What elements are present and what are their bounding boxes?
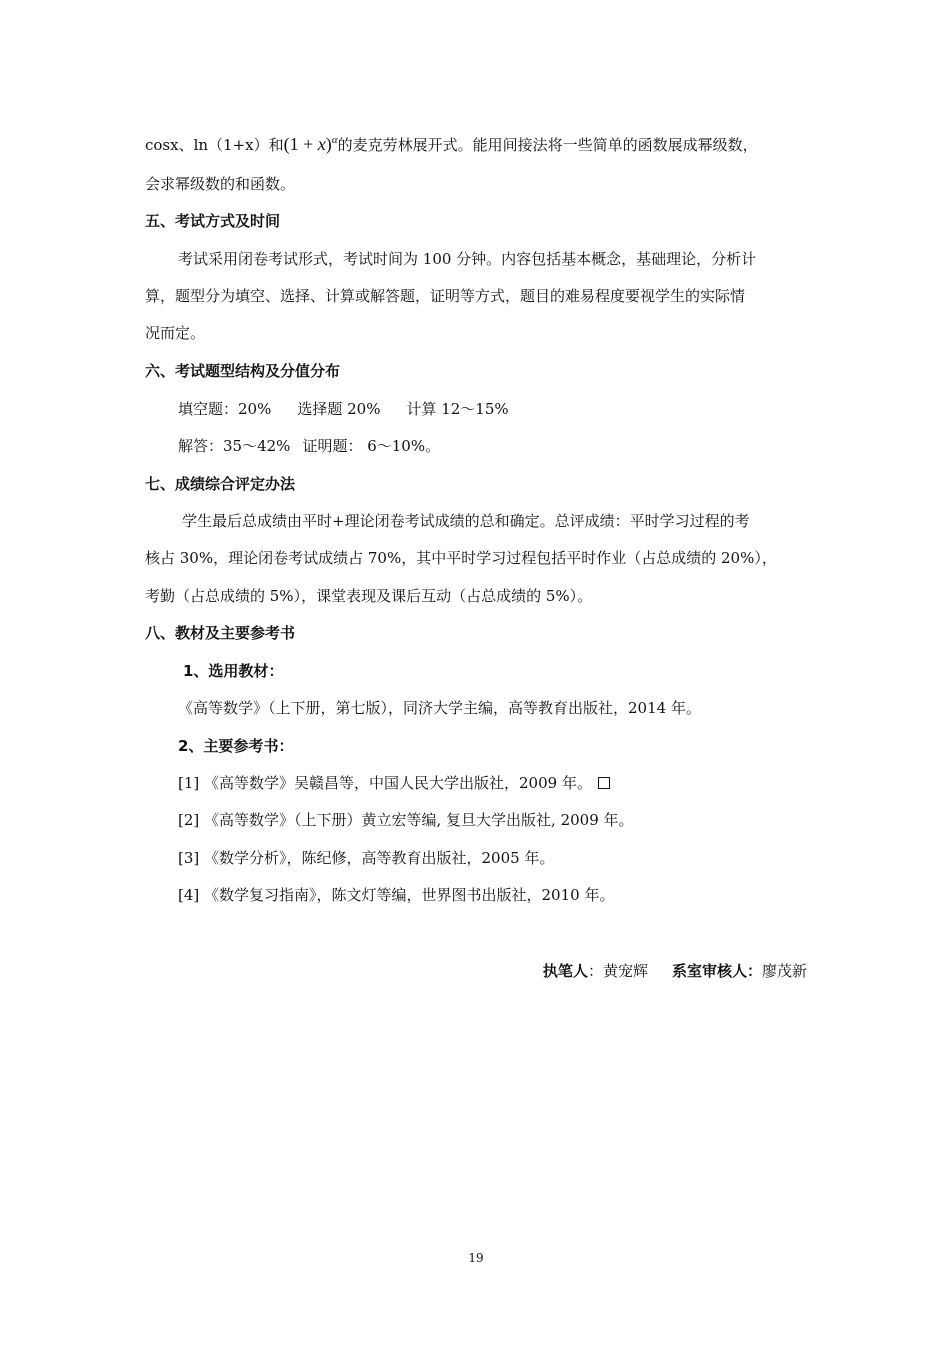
section6-heading: 六、考试题型结构及分值分布 bbox=[145, 362, 341, 380]
author-name: 黄宠辉 bbox=[602, 962, 648, 980]
page-number: 19 bbox=[468, 1251, 484, 1265]
formula-base: (1 + bbox=[283, 134, 318, 154]
formula-close: ) bbox=[325, 134, 332, 154]
reference-item-4: [4] 《数学复习指南》，陈文灯等编，世界图书出版社，2010 年。 bbox=[178, 886, 615, 904]
score-row-2 bbox=[178, 436, 440, 456]
section8-heading: 八、教材及主要参考书 bbox=[145, 624, 296, 642]
references-subheading: 2、主要参考书： bbox=[178, 737, 294, 755]
section5-heading: 五、考试方式及时间 bbox=[145, 212, 281, 230]
multiple-choice-share: 选择题 20% bbox=[297, 400, 381, 418]
section5-para-line-1: 考试采用闭卷考试形式，考试时间为 100 分钟。内容包括基本概念，基础理论，分析计 bbox=[178, 250, 757, 268]
formula-variable: x bbox=[317, 134, 326, 154]
section5-para-line-2: 算，题型分为填空、选择、计算或解答题，证明等方式，题目的难易程度要视学生的实际情 bbox=[145, 287, 746, 305]
maclaurin-line bbox=[145, 130, 758, 155]
binomial-formula bbox=[284, 134, 338, 154]
signature-line bbox=[543, 961, 807, 981]
reference-item-2: [2] 《高等数学》（上下册）黄立宏等编, 复旦大学出版社, 2009 年。 bbox=[178, 811, 634, 829]
maclaurin-suffix: 的麦克劳林展开式。能用间接法将一些简单的函数展成幂级数， bbox=[337, 136, 758, 154]
checkbox-square-icon bbox=[598, 777, 610, 789]
maclaurin-prefix: cosx、ln（1+x）和 bbox=[145, 136, 284, 154]
section7-heading: 七、成绩综合评定办法 bbox=[145, 475, 296, 493]
body-line-2: 会求幂级数的和函数。 bbox=[145, 175, 296, 193]
reference-text-1: [1] 《高等数学》吴赣昌等，中国人民大学出版社，2009 年。 bbox=[178, 774, 592, 792]
reviewer-label: 系室审核人： bbox=[671, 962, 762, 980]
section5-para-line-3: 况而定。 bbox=[145, 324, 206, 342]
section7-para-line-1: 学生最后总成绩由平时+理论闭卷考试成绩的总和确定。总评成绩：平时学习过程的考 bbox=[182, 512, 750, 530]
section7-para-line-2: 核占 30%，理论闭卷考试成绩占 70%，其中平时学习过程包括平时作业（占总成绩的 20%）， bbox=[145, 549, 777, 567]
textbook-subheading: 1、选用教材： bbox=[183, 662, 284, 680]
calculation-share: 计算 12～15% bbox=[406, 400, 509, 418]
proof-share: 证明题： 6～10%。 bbox=[302, 437, 441, 455]
reference-item-3: [3] 《数学分析》，陈纪修，高等教育出版社，2005 年。 bbox=[178, 849, 555, 867]
score-row-1 bbox=[178, 399, 509, 419]
fill-blank-share: 填空题：20% bbox=[178, 400, 272, 418]
textbook-entry: 《高等数学》（上下册，第七版），同济大学主编，高等教育出版社，2014 年。 bbox=[178, 699, 701, 717]
formula-exponent: α bbox=[331, 134, 338, 146]
author-label: 执笔人 bbox=[542, 962, 588, 980]
reviewer-name: 廖茂新 bbox=[761, 962, 807, 980]
section7-para-line-3: 考勤（占总成绩的 5%），课堂表现及课后互动（占总成绩的 5%）。 bbox=[145, 587, 593, 605]
reference-item-1 bbox=[178, 773, 610, 793]
author-separator: ： bbox=[587, 962, 603, 980]
answer-share: 解答：35～42% bbox=[178, 437, 291, 455]
